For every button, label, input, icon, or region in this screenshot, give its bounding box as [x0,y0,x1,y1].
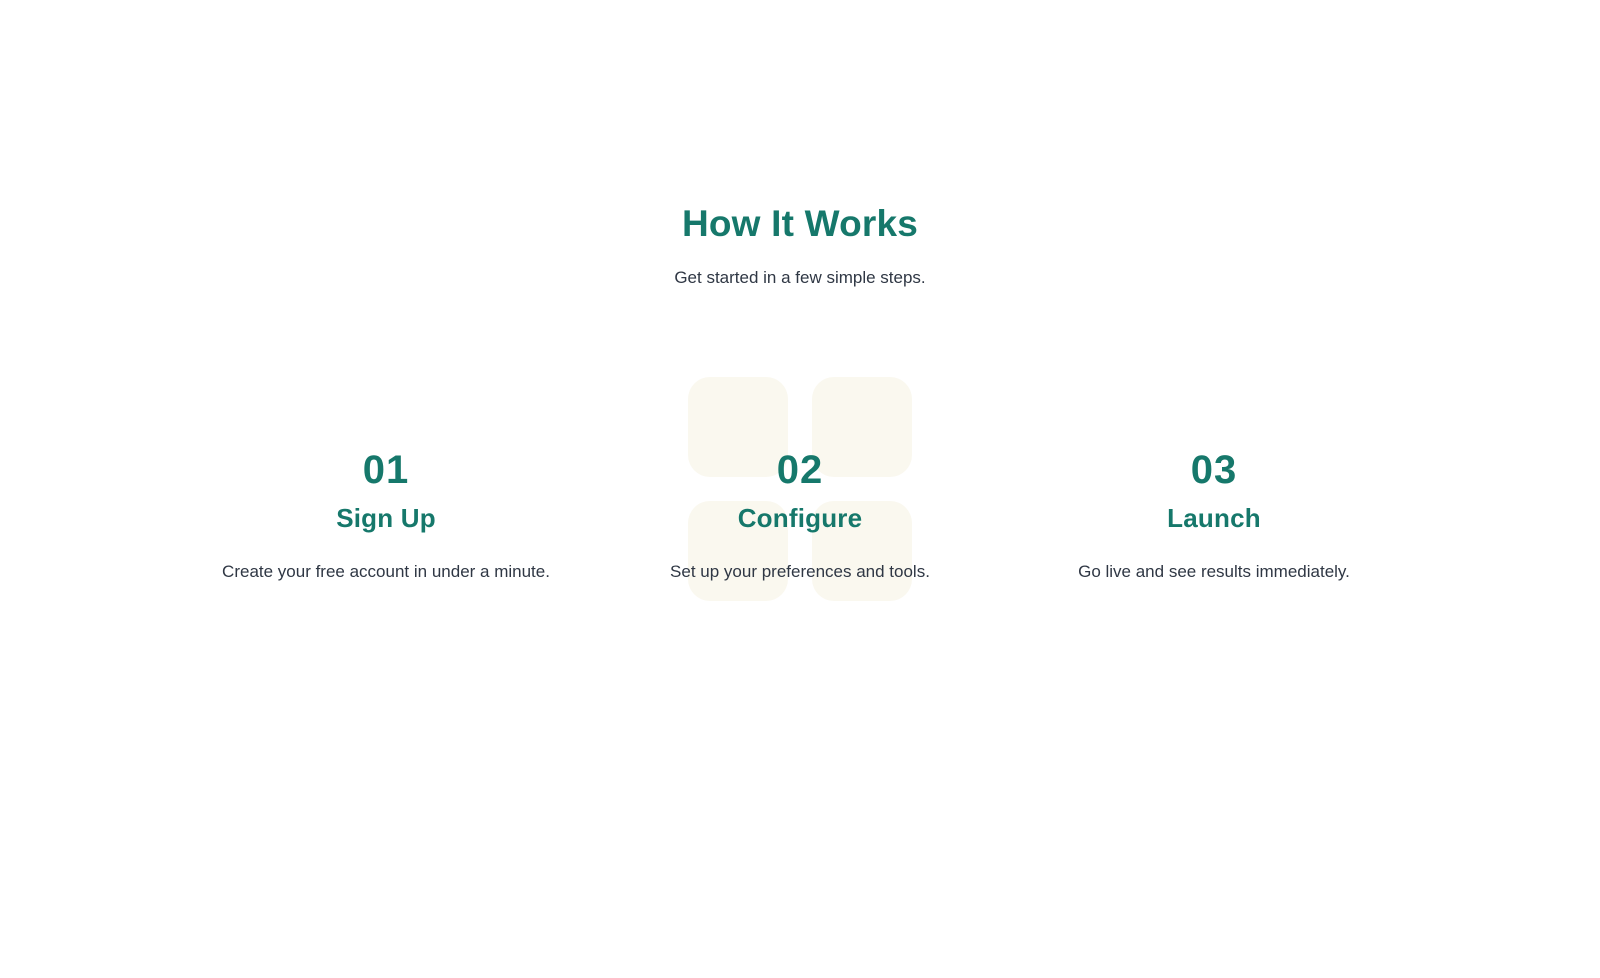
step-title: Configure [737,503,863,533]
step-title: Sign Up [336,503,436,533]
step-card-launch [1007,450,1421,584]
section-title: How It Works [681,203,919,244]
step-content [1007,450,1421,584]
step-description: Set up your preferences and tools. [670,562,930,581]
section-subtitle: Get started in a few simple steps. [674,268,926,287]
steps-row [179,450,1421,584]
step-card-configure [593,450,1007,584]
step-card-sign-up [179,450,593,584]
step-number: 01 [362,448,410,492]
step-description: Create your free account in under a minute. [222,562,550,581]
step-number: 02 [776,448,824,492]
step-content [179,450,593,584]
step-content [593,450,1007,584]
step-title: Launch [1167,503,1261,533]
step-number: 03 [1190,448,1238,492]
step-description: Go live and see results immediately. [1078,562,1350,581]
